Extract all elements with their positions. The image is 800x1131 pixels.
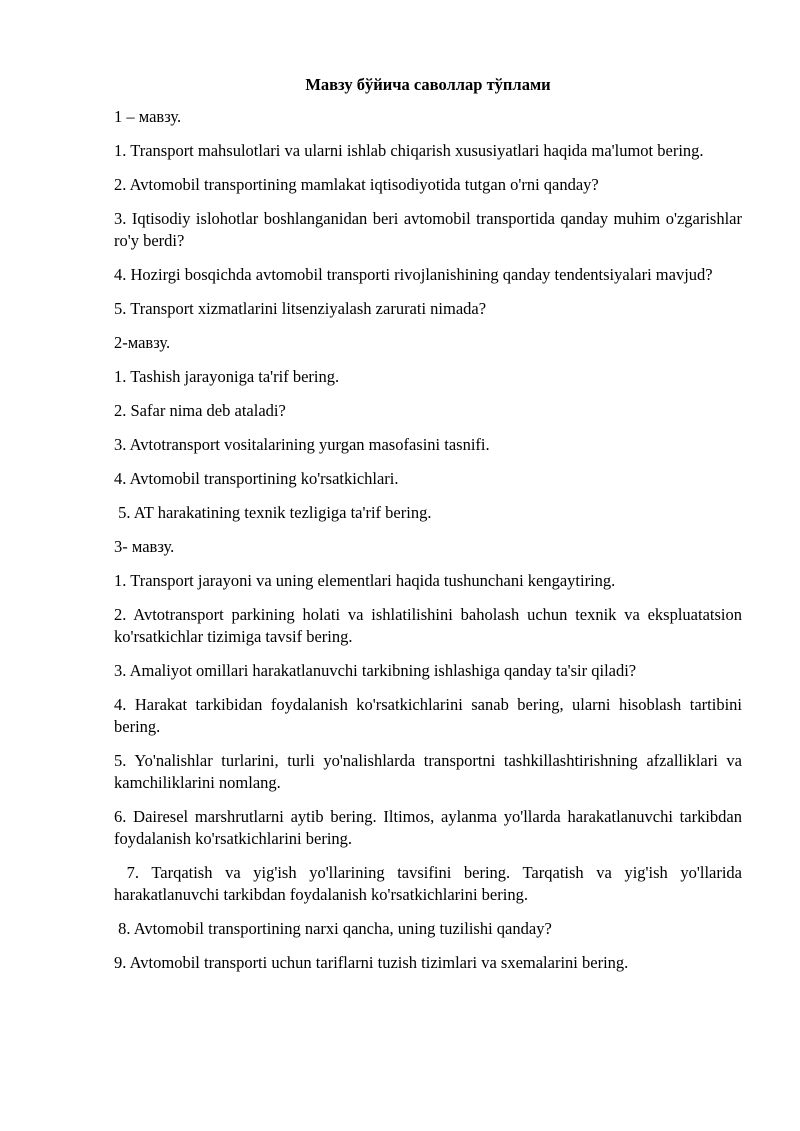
question-item: 4. Hozirgi bosqichda avtomobil transporti rivojlanishining qanday tendentsiyalari mavjud? (114, 265, 713, 284)
question-item: 1. Transport mahsulotlari va ularni ishlab chiqarish xususiyatlari haqida ma'lumot bering. (114, 141, 704, 160)
question-item: 7. Tarqatish va yig'ish yo'llarining tavsifini bering. Tarqatish va yig'ish yo'llarida harakatlanuvchi tarkibdan foydalanish ko'rsatkichlarini bering. (114, 863, 747, 904)
question-item: 4. Avtomobil transportining ko'rsatkichlari. (114, 469, 399, 488)
question-item: 8. Avtomobil transportining narxi qancha, uning tuzilishi qanday? (114, 919, 552, 938)
question-item: 3. Iqtisodiy islohotlar boshlanganidan beri avtomobil transportida qanday muhim o'zgarishlar ro'y berdi? (114, 209, 747, 250)
question-item: 2. Avtomobil transportining mamlakat iqtisodiyotida tutgan o'rni qanday? (114, 175, 599, 194)
question-item: 1. Tashish jarayoniga ta'rif bering. (114, 367, 340, 386)
section-heading: 3- мавзу. (114, 537, 175, 556)
section-heading: 1 – мавзу. (114, 107, 182, 126)
question-item: 3. Avtotransport vositalarining yurgan masofasini tasnifi. (114, 435, 490, 454)
question-item: 9. Avtomobil transporti uchun tariflarni tuzish tizimlari va sxemalarini bering. (114, 953, 629, 972)
document-page (114, 74, 747, 986)
question-item: 4. Harakat tarkibidan foydalanish ko'rsatkichlarini sanab bering, ularni hisoblash tartibini bering. (114, 695, 747, 736)
question-item: 5. AT harakatining texnik tezligiga ta'rif bering. (114, 503, 432, 522)
question-item: 2. Safar nima deb ataladi? (114, 401, 286, 420)
question-item: 2. Avtotransport parkining holati va ishlatilishini baholash uchun texnik va ekspluatatsion ko'rsatkichlar tizimiga tavsif bering. (114, 605, 747, 646)
question-item: 6. Dairesel marshrutlarni aytib bering. Iltimos, aylanma yo'llarda harakatlanuvchi tarkibdan foydalanish ko'rsatkichlarini bering. (114, 807, 747, 848)
question-item: 5. Transport xizmatlarini litsenziyalash zarurati nimada? (114, 299, 487, 318)
question-item: 5. Yo'nalishlar turlarini, turli yo'nalishlarda transportni tashkillashtirishning afzalliklari va kamchiliklarini nomlang. (114, 751, 747, 792)
question-list (114, 106, 747, 974)
question-item: 3. Amaliyot omillari harakatlanuvchi tarkibning ishlashiga qanday ta'sir qiladi? (114, 661, 637, 680)
document-title: Мавзу бўйича саволлар тўплами (305, 75, 551, 94)
section-heading: 2-мавзу. (114, 333, 171, 352)
question-item: 1. Transport jarayoni va uning elementlari haqida tushunchani kengaytiring. (114, 571, 616, 590)
